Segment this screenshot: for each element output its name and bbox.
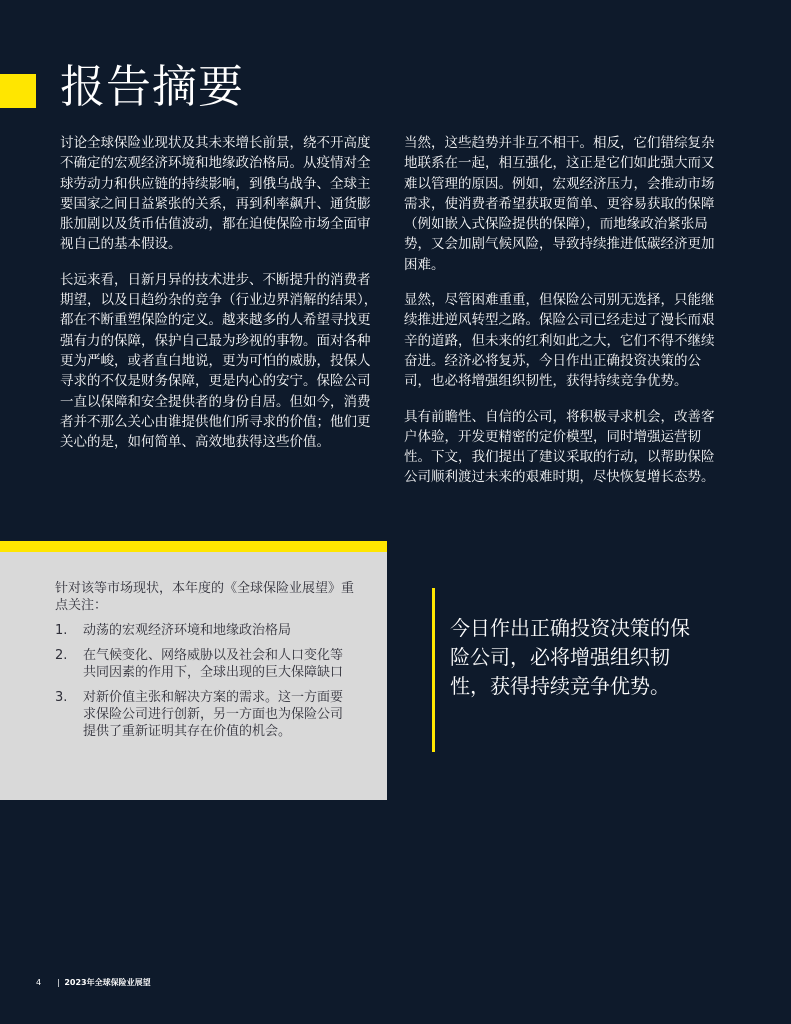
right-text-column xyxy=(404,133,726,503)
pull-quote-rule xyxy=(432,588,435,752)
paragraph: 讨论全球保险业现状及其未来增长前景，绕不开高度不确定的宏观经济环境和地缘政治格局。从疫情对全球劳动力和供应链的持续影响，到俄乌战争、全球主要国家之间日益紧张的关系，再到利率飙升、通货膨胀加剧以及货币估值波动，都在迫使保险市场全面审视自己的基本假设。 xyxy=(60,135,371,253)
list-item xyxy=(55,622,355,639)
pull-quote: 今日作出正确投资决策的保险公司，必将增强组织韧性，获得持续竞争优势。 xyxy=(450,616,690,698)
footer-separator: | xyxy=(57,978,60,987)
paragraph: 具有前瞻性、自信的公司，将积极寻求机会，改善客户体验，开发更精密的定价模型，同时增强运营韧性。下文，我们提出了建议采取的行动，以帮助保险公司顺利渡过未来的艰难时期，尽快恢复增长态势。 xyxy=(404,408,715,486)
list-item-number: 3. xyxy=(55,690,68,705)
list-item-text: 在气候变化、网络威胁以及社会和人口变化等共同因素的作用下，全球出现的巨大保障缺口 xyxy=(83,648,344,680)
list-item-text: 对新价值主张和解决方案的需求。这一方面要求保险公司进行创新，另一方面也为保险公司提供了重新证明其存在价值的机会。 xyxy=(83,690,344,739)
list-item-number: 1. xyxy=(55,623,68,638)
list-item xyxy=(55,647,355,681)
page-title: 报告摘要 xyxy=(60,60,245,113)
left-text-column xyxy=(60,133,380,467)
focus-box-accent-bar xyxy=(0,541,387,552)
paragraph: 显然，尽管困难重重，但保险公司别无选择，只能继续推进逆风转型之路。保险公司已经走过了漫长而艰辛的道路，但未来的红利如此之大，它们不得不继续奋进。经济必将复苏，今日作出正确投资决策的公司，也必将增强组织韧性，获得持续竞争优势。 xyxy=(404,292,715,390)
focus-box xyxy=(0,552,387,800)
focus-list xyxy=(55,622,355,740)
list-item-text: 动荡的宏观经济环境和地缘政治格局 xyxy=(83,623,292,638)
focus-box-intro: 针对该等市场现状，本年度的《全球保险业展望》重点关注： xyxy=(55,581,355,613)
page-footer xyxy=(36,977,151,988)
list-item-number: 2. xyxy=(55,648,68,663)
paragraph: 长远来看，日新月异的技术进步、不断提升的消费者期望，以及日趋纷杂的竞争（行业边界消解的结果），都在不断重塑保险的定义。越来越多的人希望寻找更强有力的保障，保护自己最为珍视的事物。面对各种更为严峻，或者直白地说，更为可怕的威胁，投保人寻求的不仅是财务保障，更是内心的安宁。保险公司一直以保障和安全提供者的身份自居。但如今，消费者并不那么关心由谁提供他们所寻求的价值；他们更关心的是，如何简单、高效地获得这些价值。 xyxy=(60,271,378,451)
list-item xyxy=(55,689,355,740)
title-accent-square xyxy=(0,74,36,108)
focus-box-content xyxy=(55,580,355,748)
page-number: 4 xyxy=(36,978,42,987)
publication-name: 2023年全球保险业展望 xyxy=(64,978,151,987)
paragraph: 当然，这些趋势并非互不相干。相反，它们错综复杂地联系在一起，相互强化，这正是它们如此强大而又难以管理的原因。例如，宏观经济压力，会推动市场需求，使消费者希望获取更简单、更容易获取的保障（例如嵌入式保险提供的保障），而地缘政治紧张局势，又会加剧气候风险，导致持续推进低碳经济更加困难。 xyxy=(404,135,715,273)
